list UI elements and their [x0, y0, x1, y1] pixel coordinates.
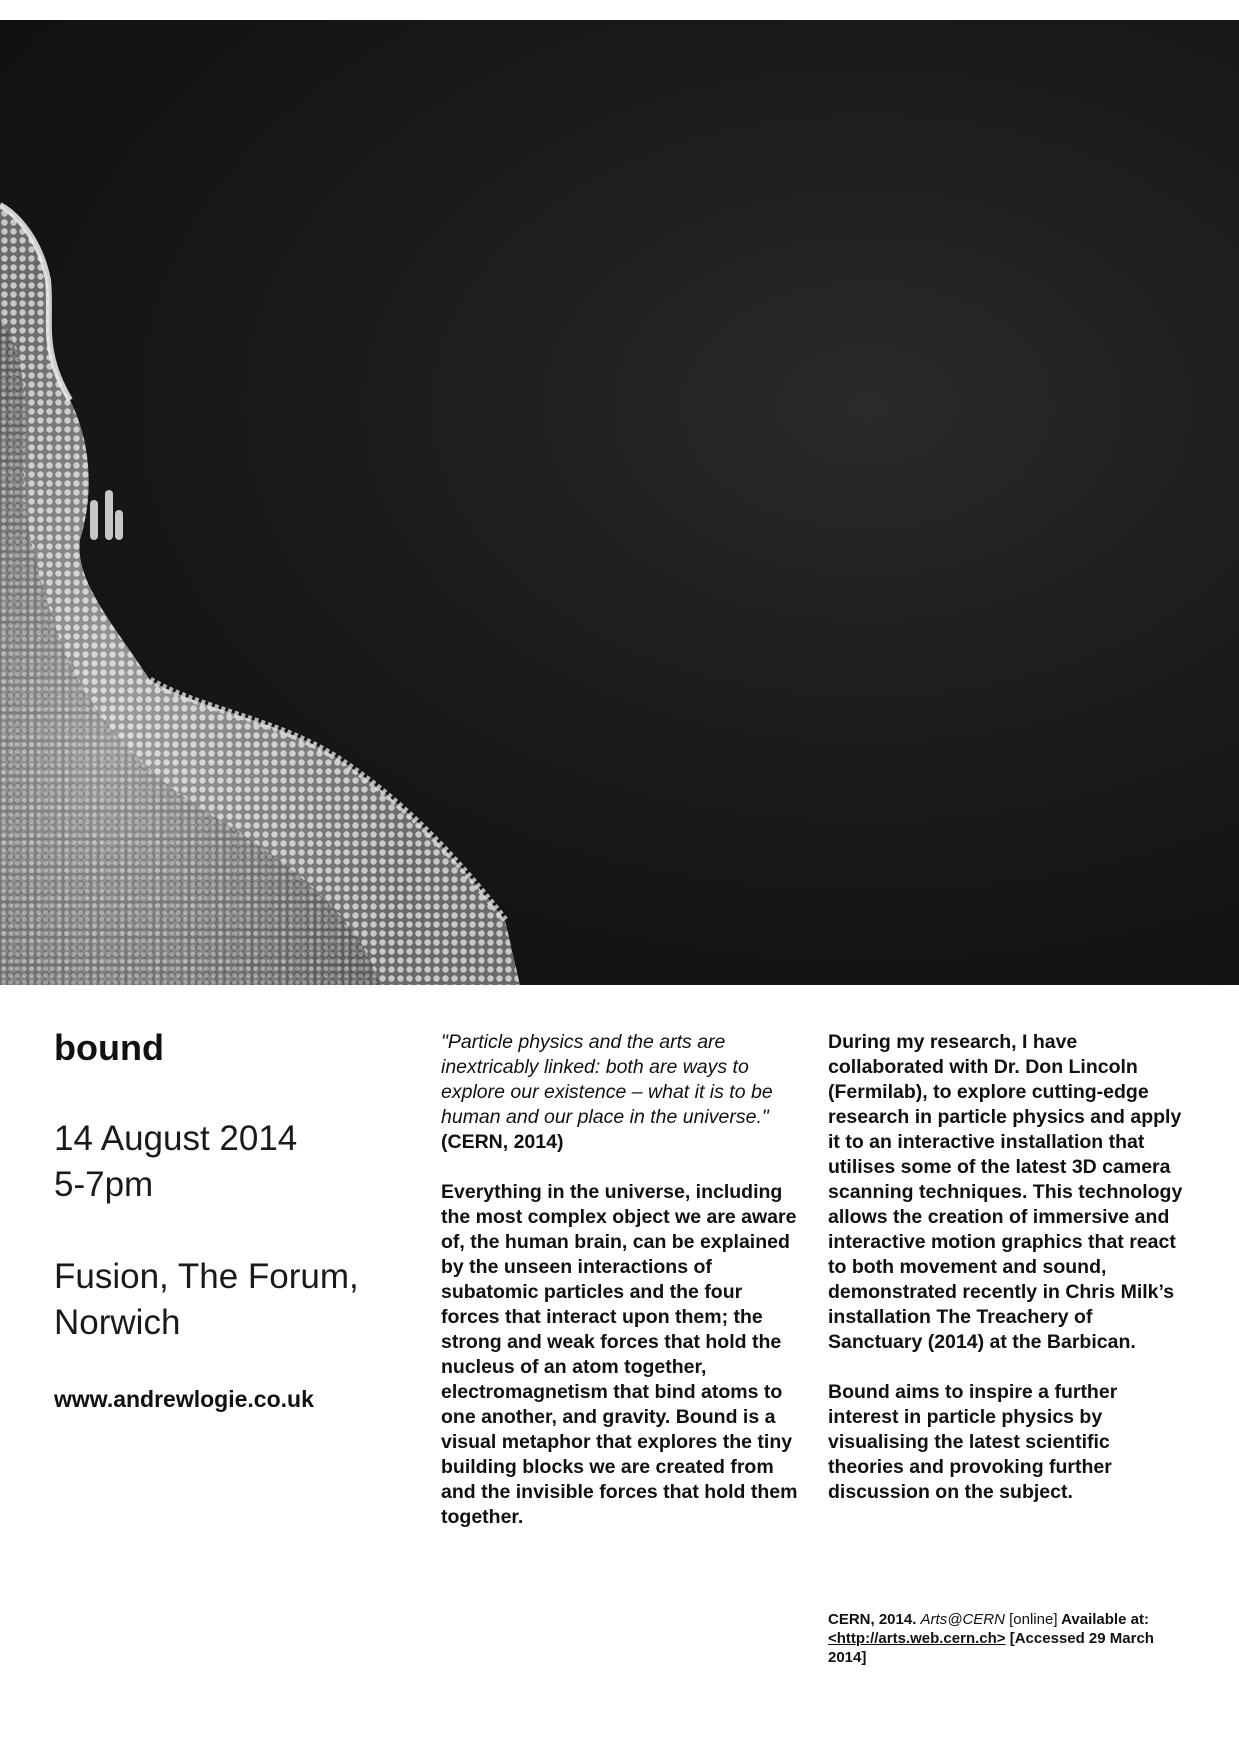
particle-figure-image: [0, 20, 1239, 985]
event-venue-line2: Norwich: [54, 1302, 181, 1342]
reference-accessed: [Accessed 29 March 2014]: [828, 1630, 1154, 1666]
event-details: [54, 1028, 414, 1413]
reference-citation: [828, 1610, 1188, 1667]
reference-author-year: CERN, 2014.: [828, 1611, 917, 1628]
text-column-2: [441, 1030, 801, 1555]
reference-title: Arts@CERN: [920, 1611, 1005, 1628]
research-paragraph: During my research, I have collaborated with Dr. Don Lincoln (Fermilab), to explore cutting-edge research in particle physics and apply it to an interactive installation that utilises some of the latest 3D camera scanning techniques. This technology allows the creation of immersive and interactive motion graphics that react to both movement and sound, demonstrated recently in Chris Milk’s installation The Treachery of Sanctuary (2014) at the Barbican.: [828, 1031, 1183, 1353]
reference-link[interactable]: <http://arts.web.cern.ch>: [828, 1630, 1006, 1647]
text-column-3: [828, 1030, 1188, 1530]
universe-paragraph: Everything in the universe, including the most complex object we are aware of, the human brain, can be explained by the unseen interactions of subatomic particles and the four forces that interact upon them; the strong and weak forces that hold the nucleus of an atom together, electromagnetism that bind atoms to one another, and gravity. Bound is a visual metaphor that explores the tiny building blocks we are created from and the invisible forces that hold them together.: [441, 1181, 798, 1528]
reference-medium: [online]: [1009, 1611, 1058, 1628]
hero-photo: [0, 20, 1239, 985]
cern-quote: "Particle physics and the arts are inextricably linked: both are ways to explore our existence – what it is to be human and our place in the universe.": [441, 1031, 773, 1128]
event-venue-line1: Fusion, The Forum,: [54, 1256, 359, 1296]
event-date: 14 August 2014: [54, 1118, 298, 1158]
quote-citation: (CERN, 2014): [441, 1131, 564, 1153]
aims-paragraph: Bound aims to inspire a further interest in particle physics by visualising the latest scientific theories and provoking further discussion on the subject.: [828, 1381, 1118, 1503]
event-time: 5-7pm: [54, 1164, 154, 1204]
event-title: bound: [54, 1027, 164, 1068]
website-link[interactable]: www.andrewlogie.co.uk: [54, 1385, 314, 1412]
quote-paragraph: [441, 1030, 801, 1155]
reference-available: Available at:: [1061, 1611, 1149, 1628]
